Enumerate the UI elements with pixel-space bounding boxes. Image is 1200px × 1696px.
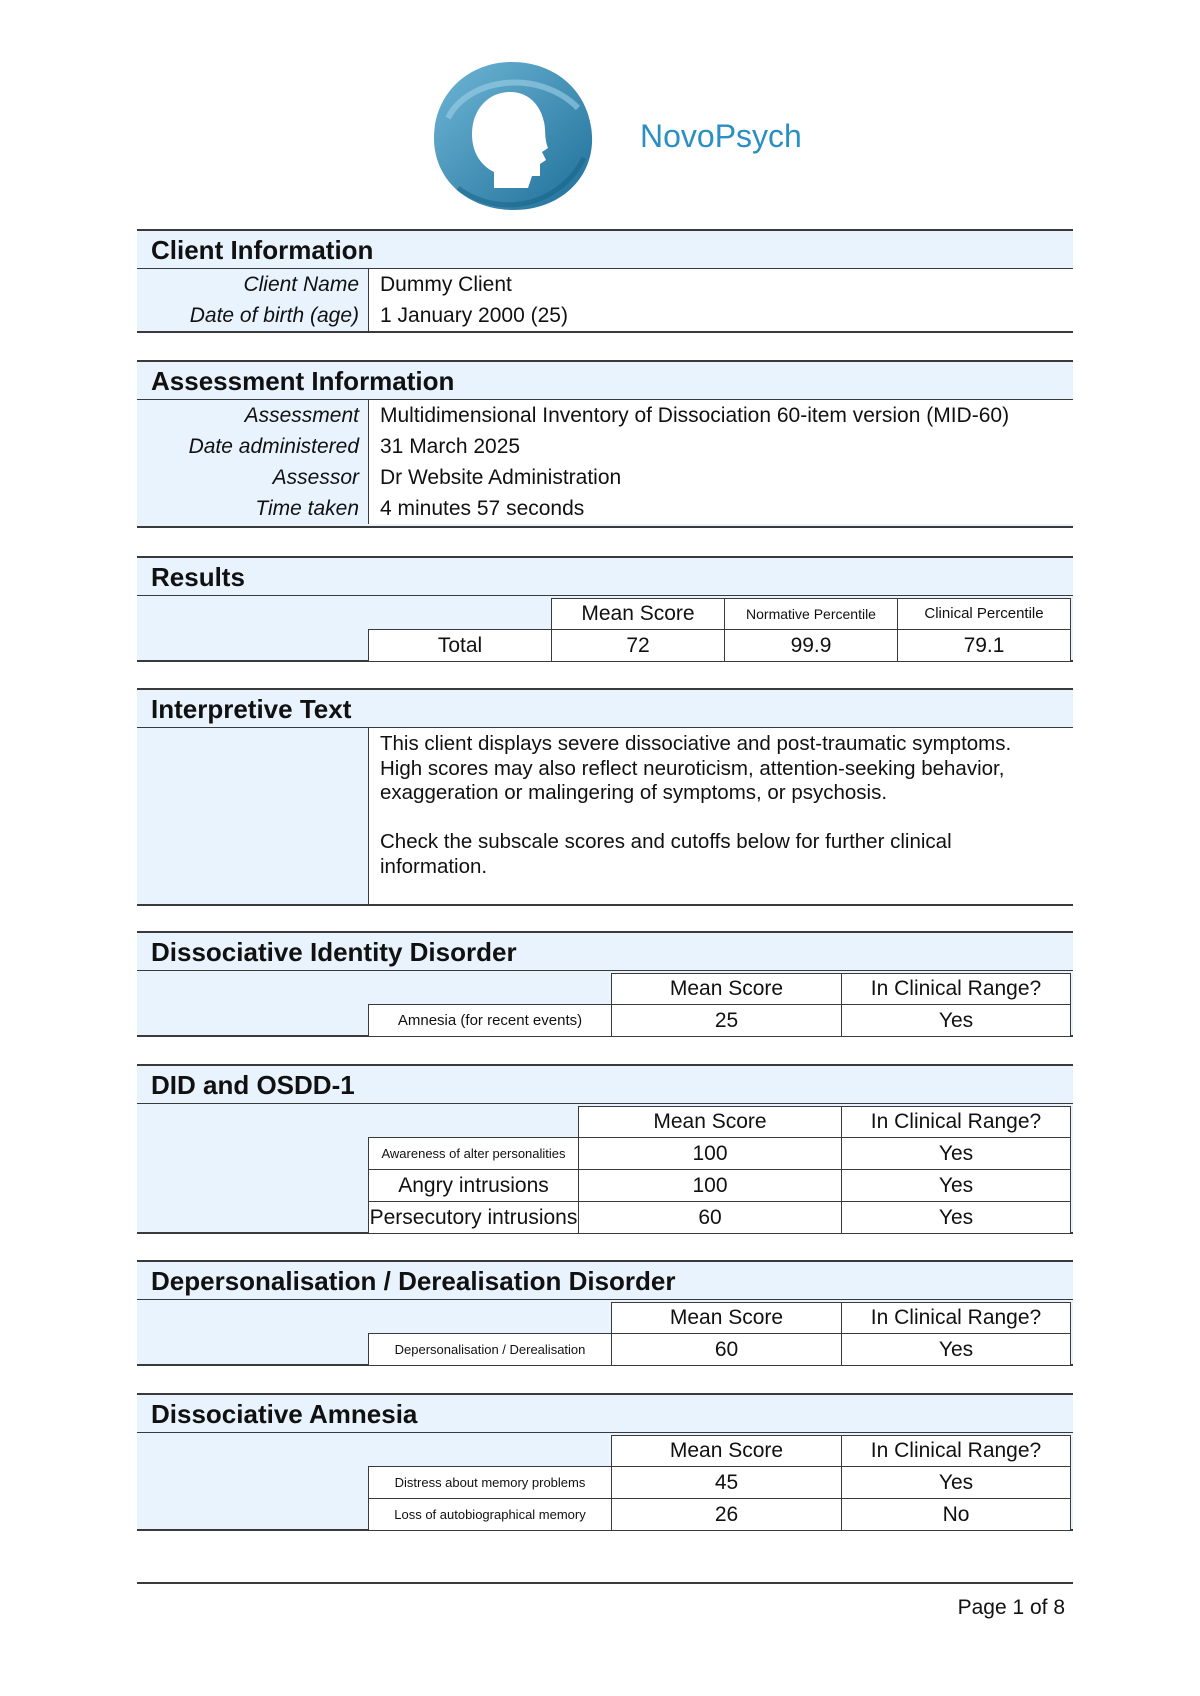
interpretive-paragraph-1: This client displays severe dissociative and post-traumatic symptoms. High scores may also reflect neuroticism, attention-seeking behavior, exaggeration or malingering of symptoms, or psychosis. <box>380 732 1012 804</box>
time-taken-value: 4 minutes 57 seconds <box>368 493 1073 524</box>
time-taken-row <box>137 493 1073 524</box>
head-profile-ring-logo-icon <box>428 58 596 214</box>
brand-name: NovoPsych <box>640 118 802 154</box>
date-administered-label: Date administered <box>188 435 359 458</box>
did-osdd-row-2-label: Angry intrusions <box>368 1169 579 1202</box>
dpdr-row-clinical: Yes <box>841 1333 1071 1366</box>
results-total-clinical: 79.1 <box>897 629 1071 662</box>
results-total-normative: 99.9 <box>724 629 898 662</box>
amnesia-row-1-label: Distress about memory problems <box>368 1466 612 1499</box>
client-info-section <box>137 229 1073 333</box>
dob-row <box>137 300 1073 331</box>
date-administered-row <box>137 431 1073 462</box>
results-col-mean-score: Mean Score <box>551 598 725 630</box>
page-number: Page 1 of 8 <box>957 1596 1065 1619</box>
results-col-normative-percentile: Normative Percentile <box>724 598 898 630</box>
did-osdd-row-1-clinical: Yes <box>841 1137 1071 1170</box>
amnesia-col-clinical-range: In Clinical Range? <box>841 1435 1071 1467</box>
assessment-info-section <box>137 360 1073 528</box>
amnesia-heading: Dissociative Amnesia <box>137 1395 1073 1433</box>
client-info-heading: Client Information <box>137 231 1073 269</box>
assessor-label: Assessor <box>272 466 359 489</box>
assessment-label: Assessment <box>244 404 359 427</box>
results-total-mean: 72 <box>551 629 725 662</box>
did-heading: Dissociative Identity Disorder <box>137 933 1073 971</box>
results-total-label: Total <box>368 629 552 662</box>
interpretive-paragraph-2: Check the subscale scores and cutoffs below for further clinical information. <box>380 830 952 878</box>
footer-divider <box>137 1582 1073 1584</box>
did-osdd-row-3-score: 60 <box>578 1201 842 1234</box>
dob-value: 1 January 2000 (25) <box>368 300 1073 331</box>
did-osdd-heading: DID and OSDD-1 <box>137 1066 1073 1104</box>
client-name-label: Client Name <box>243 273 359 296</box>
novopsych-logo <box>428 58 596 214</box>
amnesia-row-2-clinical: No <box>841 1498 1071 1531</box>
dpdr-col-mean-score: Mean Score <box>611 1302 842 1334</box>
dpdr-heading: Depersonalisation / Derealisation Disorder <box>137 1262 1073 1300</box>
client-name-row <box>137 269 1073 300</box>
did-osdd-col-mean-score: Mean Score <box>578 1106 842 1138</box>
did-osdd-row-3-label: Persecutory intrusions <box>368 1201 579 1234</box>
did-col-mean-score: Mean Score <box>611 973 842 1005</box>
assessment-info-heading: Assessment Information <box>137 362 1073 400</box>
did-row-label: Amnesia (for recent events) <box>368 1004 612 1037</box>
did-osdd-row-2-score: 100 <box>578 1169 842 1202</box>
did-row-score: 25 <box>611 1004 842 1037</box>
amnesia-row-1-clinical: Yes <box>841 1466 1071 1499</box>
dob-label: Date of birth (age) <box>189 304 359 327</box>
amnesia-section <box>137 1393 1073 1531</box>
assessment-row <box>137 400 1073 431</box>
interpretive-body <box>368 728 1073 904</box>
did-osdd-row-2-clinical: Yes <box>841 1169 1071 1202</box>
amnesia-row-2-label: Loss of autobiographical memory <box>368 1498 612 1531</box>
results-col-clinical-percentile: Clinical Percentile <box>897 598 1071 630</box>
did-osdd-row-1-label: Awareness of alter personalities <box>368 1137 579 1170</box>
dpdr-row-score: 60 <box>611 1333 842 1366</box>
dpdr-section <box>137 1260 1073 1366</box>
did-section <box>137 931 1073 1037</box>
assessor-row <box>137 462 1073 493</box>
amnesia-row-2-score: 26 <box>611 1498 842 1531</box>
assessment-value: Multidimensional Inventory of Dissociation 60-item version (MID-60) <box>368 400 1073 431</box>
did-row-clinical: Yes <box>841 1004 1071 1037</box>
results-heading: Results <box>137 558 1073 596</box>
client-name-value: Dummy Client <box>368 269 1073 300</box>
results-section <box>137 556 1073 662</box>
date-administered-value: 31 March 2025 <box>368 431 1073 462</box>
dpdr-col-clinical-range: In Clinical Range? <box>841 1302 1071 1334</box>
assessor-value: Dr Website Administration <box>368 462 1073 493</box>
did-osdd-section <box>137 1064 1073 1234</box>
did-col-clinical-range: In Clinical Range? <box>841 973 1071 1005</box>
did-osdd-row-1-score: 100 <box>578 1137 842 1170</box>
interpretive-section <box>137 688 1073 906</box>
amnesia-col-mean-score: Mean Score <box>611 1435 842 1467</box>
did-osdd-row-3-clinical: Yes <box>841 1201 1071 1234</box>
amnesia-row-1-score: 45 <box>611 1466 842 1499</box>
time-taken-label: Time taken <box>255 497 359 520</box>
interpretive-heading: Interpretive Text <box>137 690 1073 728</box>
did-osdd-col-clinical-range: In Clinical Range? <box>841 1106 1071 1138</box>
dpdr-row-label: Depersonalisation / Derealisation <box>368 1333 612 1366</box>
